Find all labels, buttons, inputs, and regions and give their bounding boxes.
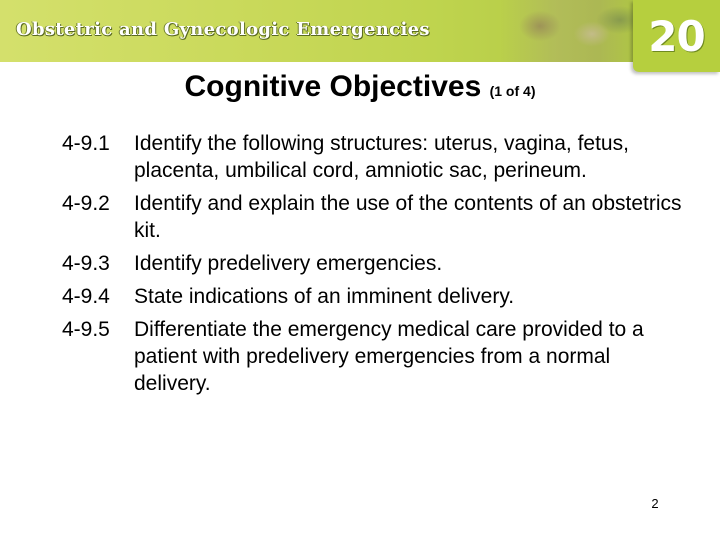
objective-number: 4-9.2: [62, 192, 110, 215]
list-item: [62, 283, 682, 310]
objective-text: Identify predelivery emergencies.: [134, 252, 443, 275]
objective-number: 4-9.1: [62, 132, 110, 155]
objective-number: 4-9.5: [62, 318, 110, 341]
objective-number: 4-9.4: [62, 285, 110, 308]
list-item: [62, 316, 682, 397]
list-item: [62, 250, 682, 277]
objective-text: State indications of an imminent delivery.: [134, 285, 515, 308]
slide-title-text: Cognitive Objectives: [184, 70, 482, 103]
page-number: 2: [651, 496, 659, 511]
objective-text: Differentiate the emergency medical care provided to a patient with predelivery emergencies from a normal delivery.: [134, 318, 644, 395]
objective-number: 4-9.3: [62, 252, 110, 275]
chapter-number: 20: [648, 12, 705, 61]
objectives-list: [62, 130, 682, 403]
slide-title: [0, 70, 720, 104]
chapter-badge: [633, 0, 720, 72]
banner-title: Obstetric and Gynecologic Emergencies: [16, 19, 430, 40]
list-item: [62, 130, 682, 184]
list-item: [62, 190, 682, 244]
header-banner: [0, 0, 720, 62]
objective-text: Identify the following structures: uterus, vagina, fetus, placenta, umbilical cord, amniotic sac, perineum.: [134, 132, 629, 182]
slide-title-suffix: (1 of 4): [489, 83, 536, 99]
objective-text: Identify and explain the use of the contents of an obstetrics kit.: [134, 192, 682, 242]
banner-photo: [500, 0, 640, 62]
